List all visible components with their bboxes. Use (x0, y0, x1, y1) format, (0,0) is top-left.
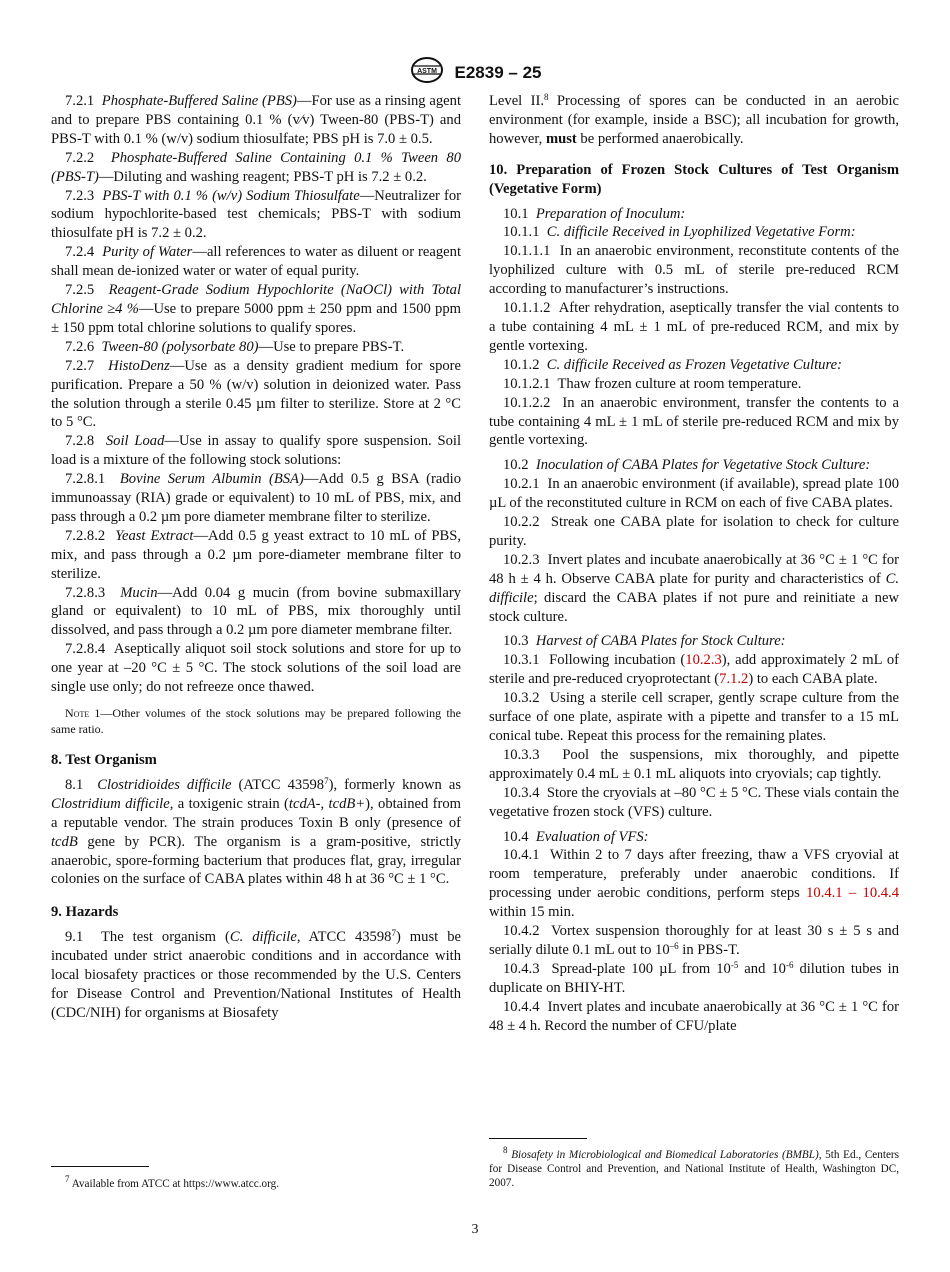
para-10-4: 10.4 Evaluation of VFS: (503, 828, 649, 845)
para-7-2-2: 7.2.2 Phosphate-Buffered Saline Containing 0.1 % Tween 80 (PBS-T)—Diluting and washing reagent; PBS-T pH is 7.2 ± 0.2. (51, 149, 461, 185)
para-10-2-2: 10.2.2 Streak one CABA plate for isolation to check for culture purity. (489, 514, 899, 549)
document-number: E2839 – 25 (454, 62, 542, 82)
para-10-2-3: 10.2.3 Invert plates and incubate anaerobically at 36 °C ± 1 °C for 48 h ± 4 h. Observe CABA plate for purity and characteristics of C. difficile; discard the CABA plates if not pure and reinitiate a new stock culture. (489, 551, 900, 625)
para-7-2-8-4: 7.2.8.4 Aseptically aliquot soil stock solutions and store for up to one year at –20 °C ± 5 °C. The stock solutions of the soil load are single use only; do not refreeze once thawed. (51, 641, 461, 696)
para-10-4-4: 10.4.4 Invert plates and incubate anaerobically at 36 °C ± 1 °C for 48 ± 4 h. Record the number of CFU/plate (489, 998, 900, 1034)
para-7-2-8-3: 7.2.8.3 Mucin—Add 0.04 g mucin (from bovine submaxillary gland or equivalent) to 10 mL of PBS, mix thoroughly until dissolved, and pass through a 0.2 µm pore diameter membrane filter. (51, 584, 461, 639)
para-10-4-2: 10.4.2 Vortex suspension thoroughly for at least 30 s ± 5 s and serially dilute 0.1 mL out to $10^{-6}$ in PBS-T. (489, 923, 899, 958)
section-10-heading: 10. Preparation of Frozen Stock Cultures of Test Organism (Vegetative Form) (489, 161, 899, 197)
para-7-2-8-2: 7.2.8.2 Yeast Extract—Add 0.5 g yeast extract to 10 mL of PBS, mix, and pass through a 0.2 µm pore-diameter membrane filter to sterilize. (51, 527, 462, 582)
right-column (489, 92, 899, 1036)
para-10-1-2-1: 10.1.2.1 Thaw frozen culture at room temperature. (503, 375, 802, 392)
para-10-1-1: 10.1.1 C. difficile Received in Lyophilized Vegetative Form: (503, 224, 856, 241)
para-10-1-2-2: 10.1.2.2 In an anaerobic environment, transfer the contents to a tube containing 4 mL ± 1 mL of sterile pre-reduced RCM and mix by gentle vortexing. (489, 394, 899, 449)
para-10-3-4: 10.3.4 Store the cryovials at –80 °C ± 5 °C. These vials contain the vegetative frozen stock (VFS) culture. (489, 784, 899, 820)
para-7-2-4: 7.2.4 Purity of Water—all references to water as diluent or reagent shall mean de-ionized water or water of equal purity. (51, 244, 461, 280)
para-10-3-1: 10.3.1 Following incubation (10.2.3), add approximately 2 mL of sterile and pre-reduced cryoprotectant (7.1.2) to each CABA plate. (489, 652, 899, 688)
section-9-heading: 9. Hazards (51, 904, 119, 921)
page-number: 3 (471, 1222, 479, 1237)
para-10-3-2: 10.3.2 Using a sterile cell scraper, gently scrape culture from the surface of one plate, aspirate with a pipette and transfer to a 15 mL conical tube. Repeat this process for the remaining plates. (489, 690, 900, 744)
para-10-4-1: 10.4.1 Within 2 to 7 days after freezing, thaw a VFS cryovial at room temperature, preferably under anaerobic conditions. If processing under aerobic conditions, perform steps 10.4.1 – 10.4.4 within 15 min. (489, 847, 899, 921)
para-8-1: 8.1 Clostridioides difficile (ATCC 43598$^7$), formerly known as Clostridium difficile, a toxigenic strain (tcdA-, tcdB+), obtained from a reputable vendor. The strain produces Toxin B only (presence of tcdB gene by PCR). The organism is a gram-positive, strictly anaerobic, spore-forming bacterium that produces flat, gray, irregular colonies on the surface of CABA plates within 48 h at 36 °C ± 1 °C. (51, 775, 462, 888)
para-10-1: 10.1 Preparation of Inoculum: (503, 205, 686, 222)
para-7-2-8-1: 7.2.8.1 Bovine Serum Albumin (BSA)—Add 0.5 g BSA (radio immunoassay (RIA) grade or equivalent) to 10 mL of PBS, mix, and pass through a 0.2 µm pore diameter membrane filter to sterilize. (51, 471, 461, 525)
para-10-3-3: 10.3.3 Pool the suspensions, mix thoroughly, and pipette approximately 0.4 mL ± 0.1 mL aliquots into cryovials; cap tightly. (489, 746, 899, 782)
para-10-1-2: 10.1.2 C. difficile Received as Frozen Vegetative Culture: (503, 356, 842, 373)
para-10-3: 10.3 Harvest of CABA Plates for Stock Culture: (503, 633, 786, 650)
para-10-2: 10.2 Inoculation of CABA Plates for Vegetative Stock Culture: (503, 457, 871, 474)
para-9-1: 9.1 The test organism (C. difficile, ATCC 43598$^7$) must be incubated under strict anaerobic conditions and in accordance with local biosafety practices or those recommended by the U.S. Centers for Disease Control and Prevention/National Institutes of Health (CDC/NIH) for organisms at Biosafety (51, 928, 461, 1021)
xref-7-1-2-link[interactable]: 7.1.2 (719, 671, 749, 688)
para-9-1-continued: Level II.$^8$ Processing of spores can be conducted in an aerobic environment (for example, inside a BSC); all incubation for growth, however, must be performed anaerobically. (489, 92, 899, 147)
para-10-1-1-1: 10.1.1.1 In an anaerobic environment, reconstitute contents of the lyophilized culture with 0.5 mL of sterile pre-reduced RCM according to manufacturer’s instructions. (489, 243, 900, 298)
footnote-8: $^8$ Biosafety in Microbiological and Biomedical Laboratories (BMBL), 5th Ed., Centers for Disease Control and Prevention, and National Institute of Health, Washington DC, 2007. (489, 1145, 900, 1189)
para-7-2-3: 7.2.3 PBS-T with 0.1 % (w/v) Sodium Thiosulfate—Neutralizer for sodium hypochlorite-based test chemicals; PBS-T with sodium thiosulfate pH is 7.2 ± 0.2. (51, 187, 462, 242)
para-10-4-3: 10.4.3 Spread-plate 100 µL from $10^{-5}$ and $10^{-6}$ dilution tubes in duplicate on BHIY-HT. (489, 959, 899, 996)
astm-logo-icon (409, 56, 445, 89)
para-7-2-8: 7.2.8 Soil Load—Use in assay to qualify spore suspension. Soil load is a mixture of the following stock solutions: (51, 433, 462, 469)
section-8-heading: 8. Test Organism (51, 752, 157, 768)
para-7-2-7: 7.2.7 HistoDenz—Use as a density gradient medium for spore purification. Prepare a 50 % (w/v) solution in deionized water. Pass the solution through a sterile 0.45 µm filter to sterilize. Store at 2 °C to 5 °C. (51, 357, 462, 431)
para-7-2-1: 7.2.1 Phosphate-Buffered Saline (PBS)—For use as a rinsing agent and to prepare PBS containing 0.1 % (v⁄v) Tween-80 (PBS-T) and PBS-T with 0.1 % (w/v) sodium thiosulfate; PBS pH is 7.0 ± 0.5. (51, 93, 462, 147)
footnote-7: $^7$ Available from ATCC at https://www.atcc.org. (65, 1174, 280, 1190)
para-10-1-1-2: 10.1.1.2 After rehydration, aseptically transfer the vial contents to a tube containing 4 mL ± 1 mL of pre-reduced RCM, and mix by gentle vortexing. (489, 300, 899, 354)
para-10-2-1: 10.2.1 In an anaerobic environment (if available), spread plate 100 µL of the reconstituted culture in RCM on each of five CABA plates. (489, 476, 899, 512)
note-1: Note 1—Other volumes of the stock solutions may be prepared following the same ratio. (51, 706, 461, 736)
para-7-2-5: 7.2.5 Reagent-Grade Sodium Hypochlorite (NaOCl) with Total Chlorine ≥4 %—Use to prepare 5000 ppm ± 250 ppm and 1500 ppm ± 150 ppm total chlorine solutions to qualify spores. (51, 282, 461, 336)
page-header (0, 56, 950, 89)
xref-10-2-3-link[interactable]: 10.2.3 (685, 652, 722, 669)
footnote-rule-left (51, 1166, 149, 1167)
xref-10-4-1-range-link[interactable]: 10.4.1 – 10.4.4 (806, 885, 899, 902)
logo-text: ASTM (416, 68, 437, 75)
footnote-rule-right (489, 1138, 587, 1139)
para-7-2-6: 7.2.6 Tween-80 (polysorbate 80)—Use to prepare PBS-T. (65, 338, 405, 355)
left-column (51, 92, 461, 1023)
